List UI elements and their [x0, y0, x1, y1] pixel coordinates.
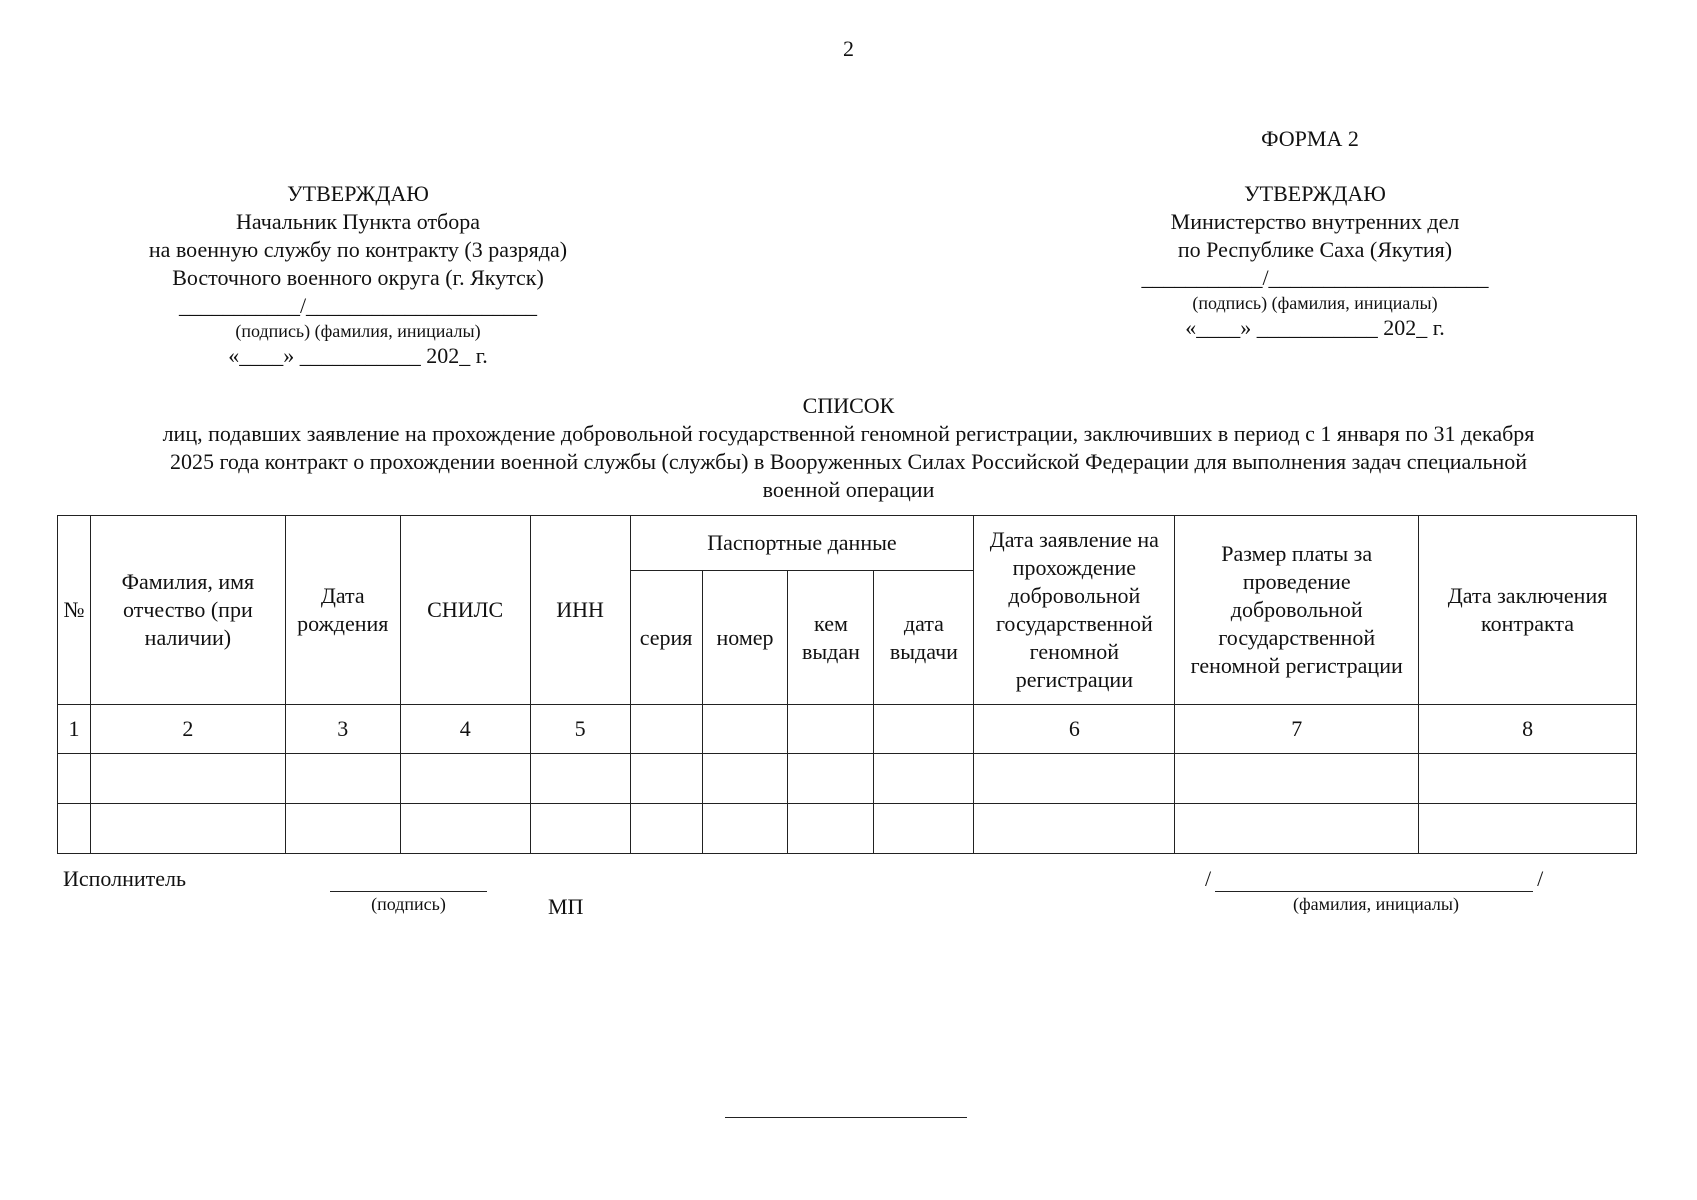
title-line: лиц, подавших заявление на прохождение добровольной государственной геномной регистрации, заключивших в период с 1 января по 31 декабря	[162, 421, 1535, 446]
column-number: 5	[530, 705, 630, 754]
table-cell	[90, 754, 285, 804]
table-cell	[285, 804, 400, 854]
date-line: «____» ___________ 202_ г.	[228, 343, 488, 368]
signature-hint: (подпись) (фамилия, инициалы)	[235, 321, 481, 341]
header-num: №	[58, 516, 91, 705]
table-cell	[788, 754, 874, 804]
table-cell	[58, 804, 91, 854]
executor-signature-line	[330, 891, 487, 892]
table-cell	[630, 754, 702, 804]
form-label: ФОРМА 2	[1261, 126, 1359, 151]
approval-line: Начальник Пункта отбора	[235, 209, 481, 234]
table-cell	[1419, 804, 1637, 854]
column-number: 6	[974, 705, 1175, 754]
slash-right: /	[1537, 866, 1544, 891]
table-cell	[630, 804, 702, 854]
executor-label: Исполнитель	[63, 866, 187, 891]
table-cell	[974, 804, 1175, 854]
registry-table	[57, 515, 1637, 854]
header-issued-by: кем выдан	[788, 571, 874, 705]
column-number: 4	[400, 705, 530, 754]
column-number: 7	[1175, 705, 1419, 754]
header-row	[58, 516, 1637, 571]
table-cell	[285, 754, 400, 804]
table-row	[58, 804, 1637, 854]
header-number: номер	[702, 571, 788, 705]
title-heading: СПИСОК	[802, 393, 895, 418]
table-cell	[974, 754, 1175, 804]
approval-heading: УТВЕРЖДАЮ	[1244, 181, 1386, 206]
title-line: военной операции	[762, 477, 935, 502]
slash-left: /	[1205, 866, 1212, 891]
bottom-rule	[725, 1117, 967, 1118]
approval-line: на военную службу по контракту (3 разряда)	[148, 237, 568, 262]
name-underline	[1215, 869, 1533, 892]
document-title	[80, 392, 1617, 504]
approval-line: Министерство внутренних дел	[1170, 209, 1460, 234]
table-cell	[400, 804, 530, 854]
table-cell	[788, 804, 874, 854]
date-line: «____» ___________ 202_ г.	[1185, 315, 1445, 340]
header-fee: Размер платы за проведение добровольной государственной геномной регистрации	[1175, 516, 1419, 705]
approval-heading: УТВЕРЖДАЮ	[287, 181, 429, 206]
table-cell	[874, 754, 974, 804]
approval-block-left	[98, 180, 618, 370]
header-application-date: Дата заявление на прохождение добровольной государственной геномной регистрации	[974, 516, 1175, 705]
stamp-label: МП	[548, 894, 584, 919]
table-cell	[1175, 754, 1419, 804]
table-cell	[400, 754, 530, 804]
executor-signature-hint: (подпись)	[371, 894, 446, 914]
table-cell	[58, 754, 91, 804]
table-cell	[1175, 804, 1419, 854]
table-cell	[90, 804, 285, 854]
table-cell	[702, 804, 788, 854]
header-passport: Паспортные данные	[630, 516, 974, 571]
title-line: 2025 года контракт о прохождении военной службы (службы) в Вооруженных Силах Российской Федерации для выполнения задач специальной	[169, 449, 1528, 474]
signature-hint: (подпись) (фамилия, инициалы)	[1192, 293, 1438, 313]
table-cell	[530, 754, 630, 804]
table-row	[58, 754, 1637, 804]
header-snils: СНИЛС	[400, 516, 530, 705]
table-cell	[702, 754, 788, 804]
header-inn: ИНН	[530, 516, 630, 705]
approval-line: по Республике Саха (Якутия)	[1177, 237, 1453, 262]
approval-block-right	[1055, 180, 1575, 342]
column-number	[874, 705, 974, 754]
header-issue-date: дата выдачи	[874, 571, 974, 705]
column-number	[702, 705, 788, 754]
executor-name-hint: (фамилия, инициалы)	[1293, 894, 1459, 914]
page-number: 2	[843, 36, 854, 61]
table-cell	[530, 804, 630, 854]
column-number-row	[58, 705, 1637, 754]
column-number: 1	[58, 705, 91, 754]
signature-line: ___________/____________________	[1141, 265, 1489, 290]
header-fio: Фамилия, имя отчество (при наличии)	[90, 516, 285, 705]
executor-name-line	[1205, 866, 1543, 892]
column-number: 8	[1419, 705, 1637, 754]
column-number: 2	[90, 705, 285, 754]
table-cell	[874, 804, 974, 854]
header-contract-date: Дата заключения контракта	[1419, 516, 1637, 705]
approval-line: Восточного военного округа (г. Якутск)	[172, 265, 544, 290]
column-number	[630, 705, 702, 754]
column-number	[788, 705, 874, 754]
header-series: серия	[630, 571, 702, 705]
header-birth: Дата рождения	[285, 516, 400, 705]
column-number: 3	[285, 705, 400, 754]
signature-line: ___________/_____________________	[178, 293, 538, 318]
table-cell	[1419, 754, 1637, 804]
